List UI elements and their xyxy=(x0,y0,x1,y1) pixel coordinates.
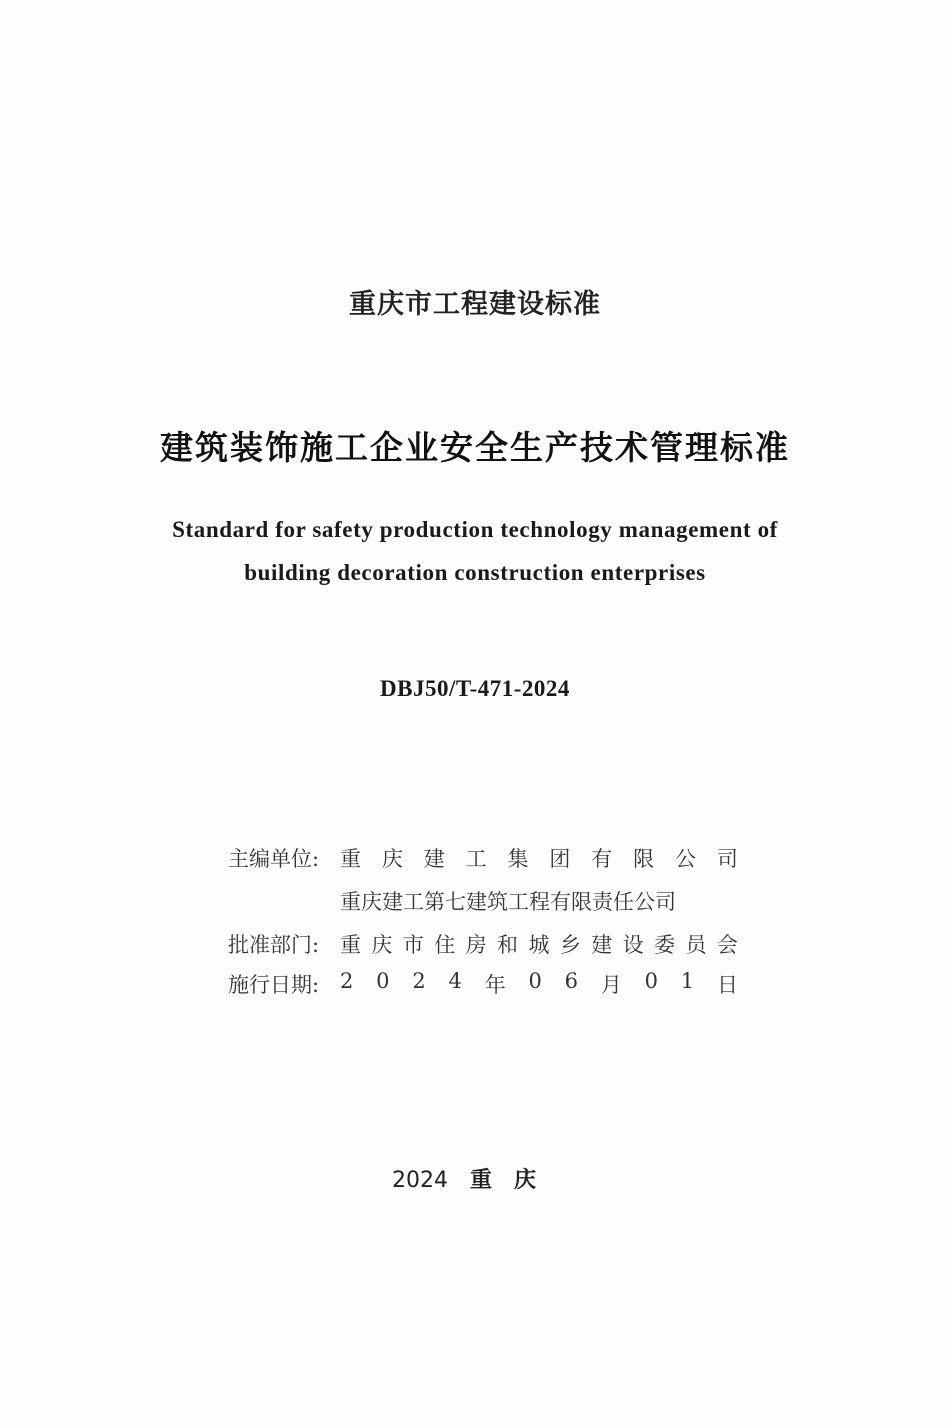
footer-imprint xyxy=(0,1163,950,1194)
char: 0 xyxy=(528,969,542,993)
char: 住 xyxy=(434,933,456,957)
standard-title-english-line-2: building decoration construction enterprises xyxy=(244,560,706,585)
char: 员 xyxy=(685,933,707,957)
char: 建 xyxy=(591,933,613,957)
char: 4 xyxy=(448,969,462,993)
approver-label: 批准部门: xyxy=(228,933,320,957)
char: 1 xyxy=(680,969,695,993)
char: 乡 xyxy=(559,933,581,957)
standard-code: DBJ50/T-471-2024 xyxy=(380,676,570,701)
char: 2 xyxy=(412,969,426,993)
editor-value-1 xyxy=(340,843,738,873)
date-label: 施行日期: xyxy=(228,973,320,997)
char: 工 xyxy=(465,847,487,871)
standard-series-title: 重庆市工程建设标准 xyxy=(349,289,601,320)
char: 和 xyxy=(497,933,519,957)
char: 集 xyxy=(507,847,529,871)
char: 会 xyxy=(716,933,738,957)
effective-date-row xyxy=(228,969,738,999)
char: 日 xyxy=(716,973,738,997)
date-value xyxy=(340,969,738,999)
char: 团 xyxy=(549,847,571,871)
char: 月 xyxy=(600,973,622,997)
char: 年 xyxy=(484,973,506,997)
char: 限 xyxy=(633,847,655,871)
char: 委 xyxy=(654,933,676,957)
editor-row xyxy=(228,843,738,873)
char: 重 xyxy=(340,933,361,957)
char: 城 xyxy=(528,933,550,957)
approver-row xyxy=(228,929,738,959)
char: 公 xyxy=(675,847,696,871)
char: 6 xyxy=(564,969,579,993)
char: 0 xyxy=(644,969,658,993)
co-editor-row xyxy=(228,886,738,916)
char: 设 xyxy=(622,933,644,957)
approver-value xyxy=(340,929,738,959)
char: 2 xyxy=(340,969,354,993)
char: 0 xyxy=(376,969,390,993)
char: 庆 xyxy=(371,933,393,957)
char: 房 xyxy=(465,933,487,957)
char: 庆 xyxy=(381,847,403,871)
char: 市 xyxy=(402,933,424,957)
standard-title-chinese: 建筑装饰施工企业安全生产技术管理标准 xyxy=(160,428,790,467)
char: 建 xyxy=(423,847,445,871)
char: 司 xyxy=(716,847,738,871)
standard-title-english-line-1: Standard for safety production technology management of xyxy=(172,517,778,542)
footer-year: 2024 xyxy=(391,1168,448,1193)
char: 重 xyxy=(340,847,361,871)
char: 有 xyxy=(591,847,613,871)
editor-label: 主编单位: xyxy=(228,847,320,871)
footer-city: 重庆 xyxy=(469,1168,558,1193)
editor-value-2: 重庆建工第七建筑工程有限责任公司 xyxy=(340,890,676,914)
